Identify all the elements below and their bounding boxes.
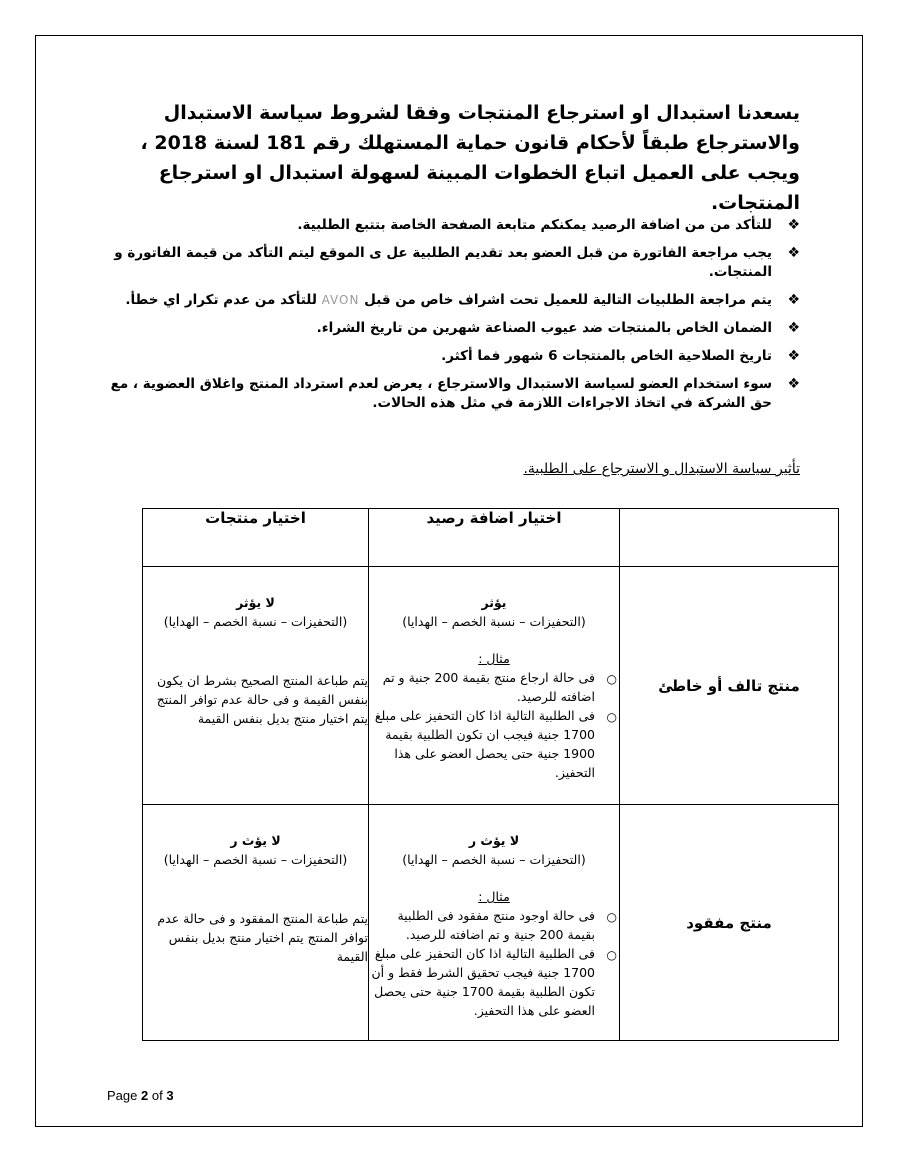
cell-products	[143, 805, 369, 1041]
circle-bullet-icon: ○	[606, 910, 617, 924]
page-sep: of	[151, 1088, 163, 1103]
effect-label: لا يؤث ر	[468, 833, 520, 848]
scope-text: (التحفيزات – نسبة الخصم – الهدايا)	[163, 852, 348, 867]
column-header-balance: اختيار اضافة رصيد	[369, 509, 620, 567]
cell-balance	[369, 567, 620, 805]
page-footer	[107, 1088, 174, 1103]
example-item: ○ فى الطلبية التالية اذا كان التحفيز على مبلغ 1700 جنية فيجب ان تكون الطلبية بقيمة 1900 جنية حتى يحصل العضو على هذا التحفيز.	[374, 708, 617, 780]
current-page: 2	[141, 1088, 149, 1103]
row-label-missing: منتج مفقود	[620, 805, 839, 1041]
list-item: ❖ الضمان الخاص بالمنتجات ضد عيوب الصناعة شهرين من تاريخ الشراء.	[316, 320, 800, 336]
diamond-bullet-icon: ❖	[787, 376, 800, 392]
example-item: ○ فى حالة ارجاع منتج بقيمة 200 جنية و تم اضافته للرصيد.	[382, 670, 617, 704]
example-item: ○ فى الطلبية التالية اذا كان التحفيز على مبلغ 1700 جنية فيجب تحقيق الشرط فقط و أن تكون الطلبية بقيمة 1700 جنية حتى يحصل العضو على هذا التحفيز.	[371, 946, 617, 1018]
diamond-bullet-icon: ❖	[787, 245, 800, 261]
list-item: ❖ يتم مراجعة الطلبيات التالية للعميل تحت اشراف خاص من قبل AVON للتأكد من عدم تكرار اي خطأ.	[125, 292, 800, 308]
effect-label: يؤثر	[481, 595, 507, 610]
bullet-list	[100, 216, 800, 422]
total-pages: 3	[166, 1088, 174, 1103]
intro-paragraph: يسعدنا استبدال او استرجاع المنتجات وفقا لشروط سياسة الاستبدال والاسترجاع طبقاً لأحكام قانون حماية المستهلك رقم 181 لسنة 2018 ، ويجب على العميل اتباع الخطوات المبينة لسهولة استبدال او استرجاع المنتجات.	[140, 102, 800, 214]
effect-label: لا يؤث ر	[230, 833, 281, 848]
example-heading: مثال :	[478, 651, 510, 666]
note-text: يتم طباعة المنتج المفقود و فى حالة عدم توافر المنتج يتم اختيار منتج بديل بنفس القيمة	[157, 911, 368, 964]
cell-balance	[369, 805, 620, 1041]
effect-label: لا يؤثر	[236, 595, 275, 610]
brand-name: AVON	[321, 293, 360, 307]
diamond-bullet-icon: ❖	[787, 348, 800, 364]
table-row	[143, 805, 839, 1041]
diamond-bullet-icon: ❖	[787, 320, 800, 336]
list-item: ❖ للتأكد من من اضافة الرصيد يمكنكم متابعة الصفحة الخاصة بتتبع الطلبية.	[297, 217, 800, 233]
example-heading: مثال :	[478, 889, 510, 904]
list-item: ❖ سوء استخدام العضو لسياسة الاستبدال والاسترجاع ، يعرض لعدم استرداد المنتج واغلاق العضوية ، مع حق الشركة في اتخاذ الاجراءات اللازمة في مثل هذه الحالات.	[110, 376, 800, 411]
circle-bullet-icon: ○	[606, 948, 617, 962]
table-header-row	[143, 509, 839, 567]
scope-text: (التحفيزات – نسبة الخصم – الهدايا)	[163, 614, 348, 629]
section-heading: تأثير سياسة الاستبدال و الاسترجاع على الطلبية.	[523, 461, 800, 477]
scope-text: (التحفيزات – نسبة الخصم – الهدايا)	[402, 852, 586, 867]
scope-text: (التحفيزات – نسبة الخصم – الهدايا)	[402, 614, 586, 629]
diamond-bullet-icon: ❖	[787, 217, 800, 233]
corner-cell	[620, 509, 839, 567]
list-item: ❖ يجب مراجعة الفاتورة من قبل العضو بعد تقديم الطلبية عل ى الموقع ليتم التأكد من قيمة الفاتورة و المنتجات.	[114, 245, 800, 280]
example-item: ○ فى حالة اوجود منتج مفقود فى الطلبية بقيمة 200 جنية و تم اضافته للرصيد.	[397, 908, 617, 942]
row-label-damaged: منتج تالف أو خاطئ	[620, 567, 839, 805]
diamond-bullet-icon: ❖	[787, 292, 800, 308]
list-item: ❖ تاريخ الصلاحية الخاص بالمنتجات 6 شهور فما أكثر.	[441, 348, 800, 364]
table-row	[143, 567, 839, 805]
page-label: Page	[107, 1088, 138, 1103]
circle-bullet-icon: ○	[606, 672, 617, 686]
circle-bullet-icon: ○	[606, 710, 617, 724]
column-header-products: اختيار منتجات	[143, 509, 369, 567]
note-text: يتم طباعة المنتج الصحيح بشرط ان يكون بنفس القيمة و فى حالة عدم توافر المنتج يتم اختيار منتج بديل بنفس القيمة	[156, 673, 368, 726]
cell-products	[143, 567, 369, 805]
policy-table	[142, 508, 839, 1041]
